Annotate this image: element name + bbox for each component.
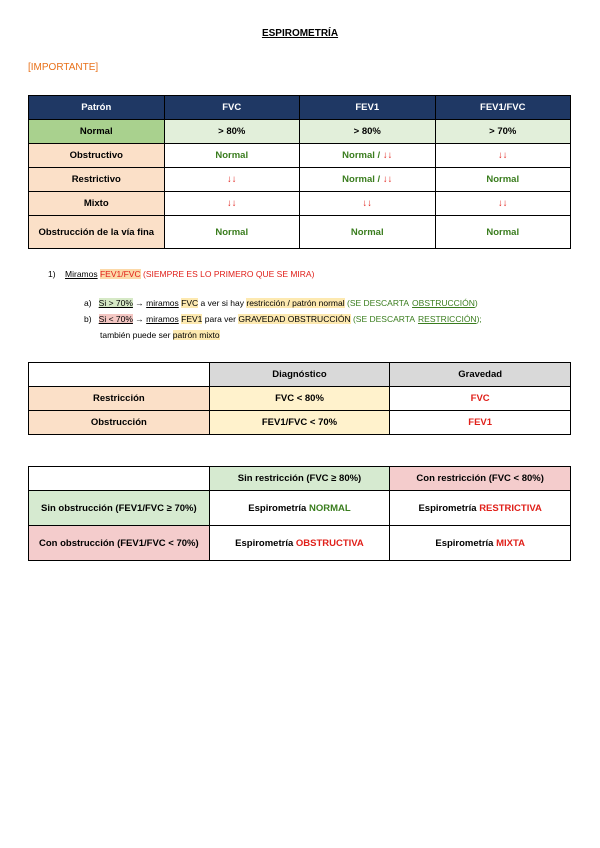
list-number: a) <box>84 298 92 308</box>
header-cell: Sin restricción (FVC ≥ 80%) <box>209 467 390 491</box>
table-cell: Normal <box>435 216 571 249</box>
header-cell: FVC <box>164 96 300 120</box>
table-row <box>29 216 571 249</box>
result-mixta: MIXTA <box>496 537 525 549</box>
down-arrows: ↓↓ <box>382 174 393 185</box>
header-cell: FEV1 <box>300 96 436 120</box>
table-cell: ↓↓ <box>300 192 436 216</box>
arrow-icon: → <box>135 314 144 324</box>
list-text: también puede ser <box>100 330 171 340</box>
table-cell: > 80% <box>300 120 436 144</box>
header-cell <box>29 467 210 491</box>
list-text: a ver si hay <box>200 298 244 308</box>
list-text: OBSTRUCCIÓN <box>412 298 475 308</box>
table-cell: ↓↓ <box>435 144 571 168</box>
table-cell: Normal <box>164 144 300 168</box>
table-cell: FVC <box>390 387 571 411</box>
list-text: (SE DESCARTA <box>352 314 416 324</box>
table-cell: > 70% <box>435 120 571 144</box>
table-cell: FEV1/FVC < 70% <box>209 411 390 435</box>
header-cell: Gravedad <box>390 363 571 387</box>
table-cell: Normal <box>164 216 300 249</box>
table-row <box>29 144 571 168</box>
table-cell <box>300 168 436 192</box>
list-item-b-continued <box>100 330 220 340</box>
result-restrictiva: RESTRICTIVA <box>479 502 542 514</box>
list-item-1 <box>48 269 314 279</box>
table-row <box>29 168 571 192</box>
cell-prefix: Espirometría <box>248 502 307 514</box>
list-highlight: Si > 70% <box>98 298 133 308</box>
row-header: Sin obstrucción (FEV1/FVC ≥ 70%) <box>29 491 210 526</box>
table-cell: ↓↓ <box>164 192 300 216</box>
list-item-a <box>84 298 478 308</box>
list-text: (SE DESCARTA <box>347 298 410 308</box>
cell-prefix: Espirometría <box>235 537 294 549</box>
table-cell <box>390 526 571 561</box>
table-cell: FEV1 <box>390 411 571 435</box>
header-cell: Patrón <box>29 96 165 120</box>
row-header: Con obstrucción (FEV1/FVC < 70%) <box>29 526 210 561</box>
table-row <box>29 526 571 561</box>
row-header: Normal <box>29 120 165 144</box>
table-cell <box>209 491 390 526</box>
header-cell <box>29 363 210 387</box>
table-cell: ↓↓ <box>164 168 300 192</box>
list-text: ); <box>476 314 482 324</box>
table-header-row <box>29 467 571 491</box>
list-number: 1) <box>48 269 56 279</box>
result-obstructiva: OBSTRUCTIVA <box>295 537 364 549</box>
page-title: ESPIROMETRÍA <box>261 28 339 39</box>
table-header-row <box>29 96 571 120</box>
list-highlight: patrón mixto <box>172 330 220 340</box>
list-text: Miramos <box>65 269 98 279</box>
table-cell: Normal <box>435 168 571 192</box>
list-highlight: FEV1/FVC <box>99 269 141 279</box>
row-header: Restricción <box>29 387 210 411</box>
table-row <box>29 491 571 526</box>
header-cell: FEV1/FVC <box>435 96 571 120</box>
list-text: miramos <box>146 298 179 308</box>
table-cell <box>390 491 571 526</box>
list-highlight: Si < 70% <box>98 314 133 324</box>
table-row <box>29 120 571 144</box>
row-header: Obstructivo <box>29 144 165 168</box>
cell-prefix: Espirometría <box>418 502 477 514</box>
arrow-icon: → <box>135 298 144 308</box>
list-text: (SIEMPRE ES LO PRIMERO QUE SE MIRA) <box>142 269 315 279</box>
spirometry-classification-table <box>28 466 571 561</box>
table-cell: > 80% <box>164 120 300 144</box>
list-text: para ver <box>204 314 236 324</box>
table-cell <box>209 526 390 561</box>
list-highlight: FEV1 <box>181 314 203 324</box>
list-number: b) <box>84 314 92 324</box>
list-text: miramos <box>146 314 179 324</box>
list-highlight: FVC <box>181 298 199 308</box>
table-cell: Normal <box>300 216 436 249</box>
diagnosis-severity-table <box>28 362 571 435</box>
list-item-b <box>84 314 482 324</box>
header-cell: Con restricción (FVC < 80%) <box>390 467 571 491</box>
list-text: RESTRICCIÓN <box>418 314 477 324</box>
mixed-value: Normal / ↓↓ <box>342 174 393 185</box>
list-highlight: restricción / patrón normal <box>246 298 345 308</box>
table-cell: FVC < 80% <box>209 387 390 411</box>
result-normal: NORMAL <box>308 502 351 514</box>
spirometry-pattern-table <box>28 95 571 249</box>
down-arrows: ↓↓ <box>382 150 393 161</box>
header-cell: Diagnóstico <box>209 363 390 387</box>
table-row <box>29 411 571 435</box>
important-label: [IMPORTANTE] <box>28 62 99 73</box>
row-header: Obstrucción de la vía fina <box>29 216 165 249</box>
table-cell <box>300 144 436 168</box>
table-header-row <box>29 363 571 387</box>
cell-prefix: Espirometría <box>435 537 494 549</box>
table-cell: ↓↓ <box>435 192 571 216</box>
table-row <box>29 192 571 216</box>
table-row <box>29 387 571 411</box>
list-highlight: GRAVEDAD OBSTRUCCIÓN <box>238 314 351 324</box>
list-text: ) <box>474 298 478 308</box>
row-header: Obstrucción <box>29 411 210 435</box>
mixed-value: Normal / ↓↓ <box>342 150 393 161</box>
row-header: Restrictivo <box>29 168 165 192</box>
row-header: Mixto <box>29 192 165 216</box>
